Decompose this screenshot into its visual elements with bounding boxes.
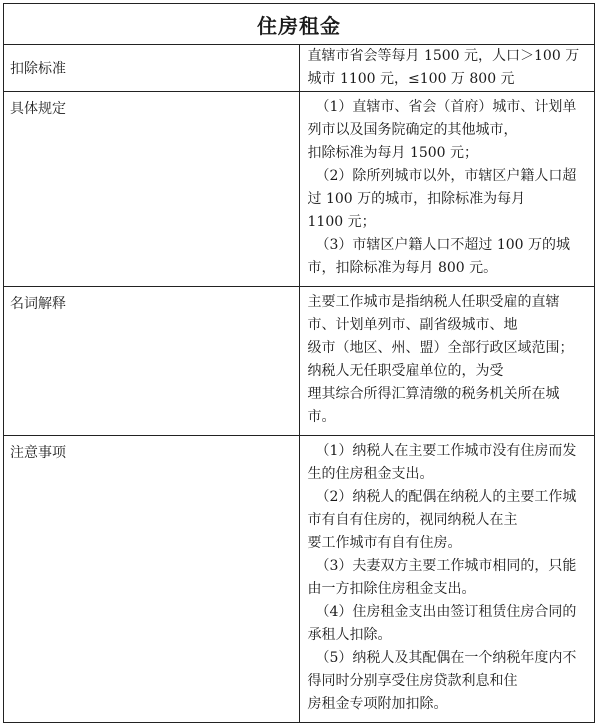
term-line: 主要工作城市是指纳税人任职受雇的直辖市、计划单列市、副省级城市、地	[307, 294, 560, 333]
note-line: 要工作城市有自有住房。	[307, 535, 462, 551]
deduction-standard-label: 扣除标准	[4, 45, 300, 92]
notes-label: 注意事项	[4, 436, 300, 723]
rule-line: （3）市辖区户籍人口不超过 100 万的城市，扣除标准为每月 800 元。	[307, 237, 571, 276]
term-explanation-content	[299, 287, 595, 436]
rule-line: 扣除标准为每月 1500 元；	[307, 145, 479, 161]
table-title: 住房租金	[4, 4, 595, 45]
notes-content	[299, 436, 595, 723]
notes-row	[4, 436, 595, 723]
term-explanation-row	[4, 287, 595, 436]
rule-line: （1）直辖市、省会（首府）城市、计划单列市以及国务院确定的其他城市，	[307, 99, 577, 138]
note-line: （2）纳税人的配偶在纳税人的主要工作城市有自有住房的，视同纳税人在主	[307, 489, 577, 528]
term-line: 级市（地区、州、盟）全部行政区域范围；纳税人无任职受雇单位的，为受	[307, 340, 574, 379]
note-line: 房租金专项附加扣除。	[307, 696, 448, 712]
note-line: （5）纳税人及其配偶在一个纳税年度内不得同时分别享受住房贷款利息和住	[307, 650, 577, 689]
term-line: 理其综合所得汇算清缴的税务机关所在城市。	[307, 386, 560, 425]
note-line: （3）夫妻双方主要工作城市相同的，只能由一方扣除住房租金支出。	[307, 558, 577, 597]
note-line: （4）住房租金支出由签订租赁住房合同的承租人扣除。	[307, 604, 577, 643]
deduction-standard-text: 直辖市省会等每月 1500 元，人口＞100 万城市 1100 元，≤100 万 800 元	[299, 45, 595, 92]
specific-rules-label: 具体规定	[4, 92, 300, 287]
term-explanation-label: 名词解释	[4, 287, 300, 436]
specific-rules-content	[299, 92, 595, 287]
specific-rules-row	[4, 92, 595, 287]
title-row	[4, 4, 595, 45]
housing-rent-table	[3, 3, 595, 723]
note-line: （1）纳税人在主要工作城市没有住房而发生的住房租金支出。	[307, 443, 577, 482]
rule-line: （2）除所列城市以外，市辖区户籍人口超过 100 万的城市，扣除标准为每月	[307, 168, 577, 207]
rule-line: 1100 元；	[307, 214, 376, 230]
deduction-standard-row	[4, 45, 595, 92]
